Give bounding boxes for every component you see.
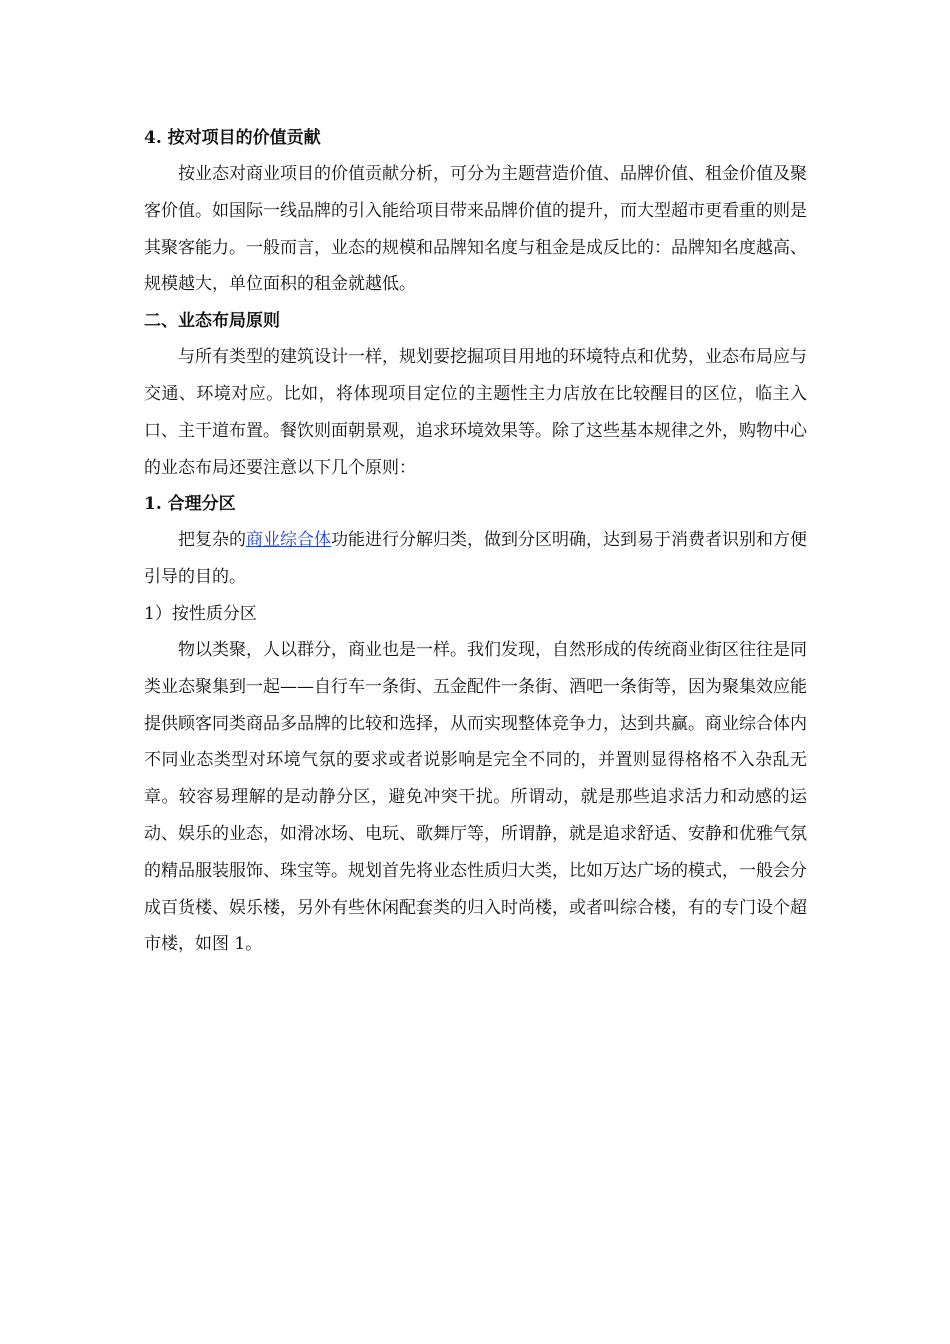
item-1-paragraph: 物以类聚，人以群分，商业也是一样。我们发现，自然形成的传统商业街区往往是同类业态聚集到一起——自行车一条街、五金配件一条街、酒吧一条街等，因为聚集效应能提供顾客同类商品多品牌的比较和选择，从而实现整体竞争力，达到共赢。商业综合体内不同业态类型对环境气氛的要求或者说影响是完全不同的，并置则显得格格不入杂乱无章。较容易理解的是动静分区，避免冲突干扰。所谓动，就是那些追求活力和动感的运动、娱乐的业态，如滑冰场、电玩、歌舞厅等，所谓静，就是追求舒适、安静和优雅气氛的精品服装服饰、珠宝等。规划首先将业态性质归大类，比如万达广场的模式，一般会分成百货楼、娱乐楼，另外有些休闲配套类的归入时尚楼，或者叫综合楼，有的专门设个超市楼，如图 1。 — [144, 639, 807, 955]
item-1-label: 1）按性质分区 — [144, 603, 257, 624]
subsection-1-text-after-link: 功能进行分解归类，做到分区明确，达到易于消费者识别和方便引导的目的。 — [144, 530, 807, 588]
subsection-1-heading: 1. 合理分区 — [144, 494, 236, 515]
subsection-1-paragraph — [144, 522, 807, 596]
part-2-heading: 二、业态布局原则 — [144, 311, 280, 332]
commercial-complex-link[interactable]: 商业综合体 — [246, 530, 331, 551]
part-2-paragraph: 与所有类型的建筑设计一样，规划要挖掘项目用地的环境特点和优势，业态布局应与交通、环境对应。比如，将体现项目定位的主题性主力店放在比较醒目的区位，临主入口、主干道布置。餐饮则面朝景观，追求环境效果等。除了这些基本规律之外，购物中心的业态布局还要注意以下几个原则： — [144, 347, 807, 478]
section-4-heading: 4. 按对项目的价值贡献 — [144, 128, 321, 148]
subsection-1-text-before-link: 把复杂的 — [178, 530, 246, 551]
section-4-paragraph: 按业态对商业项目的价值贡献分析，可分为主题营造价值、品牌价值、租金价值及聚客价值。如国际一线品牌的引入能给项目带来品牌价值的提升，而大型超市更看重的则是其聚客能力。一般而言，业态的规模和品牌知名度与租金是成反比的：品牌知名度越高、规模越大，单位面积的租金就越低。 — [144, 164, 807, 295]
document-body — [144, 120, 807, 963]
